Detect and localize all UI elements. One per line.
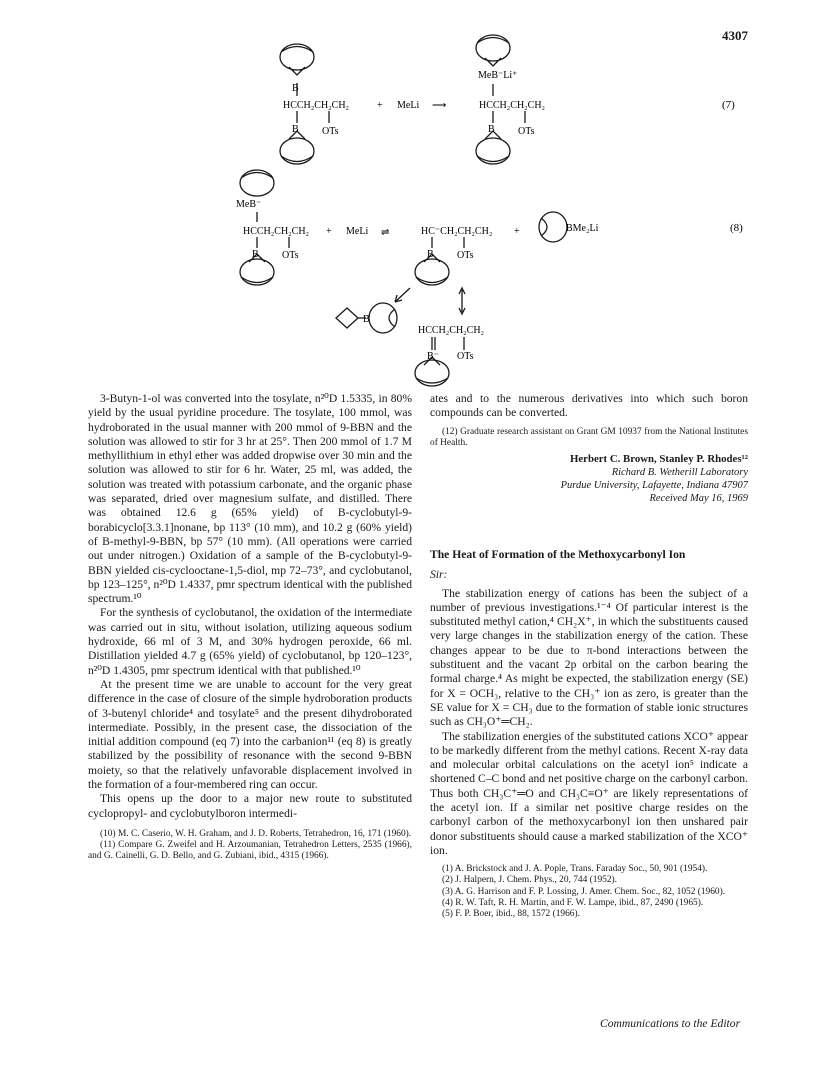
reference-4: (4) R. W. Taft, R. H. Martin, and F. W. Lampe, ibid., 87, 2490 (1965).: [442, 897, 704, 908]
right-continuation: ates and to the numerous derivatives into which such boron compounds can be converted.: [430, 392, 748, 420]
eq7-plus: +: [377, 100, 383, 111]
bbn-ring-icon: [280, 44, 314, 75]
received-date: Received May 16, 1969: [649, 493, 748, 504]
reference-2: (2) J. Halpern, J. Chem. Phys., 20, 744 (1952).: [442, 875, 617, 886]
author-address: Purdue University, Lafayette, Indiana 47907: [560, 480, 748, 491]
footnote-10: (10) M. C. Caserio, W. H. Graham, and J. D. Roberts, Tetrahedron, 16, 171 (1960).: [100, 828, 412, 839]
eq7-product-top: MeB⁻Li⁺: [478, 70, 518, 81]
eq8-product-ots: OTs: [457, 250, 474, 261]
bbn-ring-icon: [240, 170, 274, 196]
eq8-plus2: +: [514, 226, 520, 237]
eq8-reactant-top: MeB⁻: [236, 199, 262, 210]
eq7-reagent: MeLi: [397, 100, 420, 111]
eq7-product-ots: OTs: [518, 126, 535, 137]
eq7-product-b: B: [488, 124, 495, 135]
reaction-scheme: [0, 0, 827, 395]
eq8-reactant-b: B: [252, 249, 259, 260]
eq8-product-chain: HC⁻CH₂CH₂CH₂: [421, 226, 493, 237]
eq7-product-chain: HCCH₂CH₂CH₂: [479, 100, 546, 111]
eq8-reagent: MeLi: [346, 226, 369, 237]
eq8-byproduct: BMe₂Li: [566, 223, 599, 234]
bbn-ring-icon: [280, 131, 314, 164]
eq7-reactant-chain: HCCH₂CH₂CH₂: [283, 100, 350, 111]
left-paragraph-1: 3-Butyn-1-ol was converted into the tosylate, n²⁰D 1.5335, in 80% yield by the usual pyridine procedure. The tosylate, 100 mmol, was hydroborated in the usual manner with 200 mmol of 9-BBN and the solution was allowed to stir for 3 hr at 25°. Then 200 mmol of 1.7 M methyllithium in ethyl ether was added dropwise over 30 min and the solution was allowed to stir for 6 hr. Water, 25 ml, was added, the solution was treated with potassium carbonate, and the organic phase was separated, dried over magnesium sulfate, and distilled. There was obtained 12.6 g (65% yield) of B-cyclobutyl-9-borabicyclo[3.3.1]nonane, bp 113° (10 mm), and 10.2 g (60% yield) of B-methyl-9-BBN, bp 57° (10 mm). (All operations were carried out under nitrogen.) Oxidation of a sample of the B-cyclobutyl-9-BBN yielded cis-cyclooctane-1,5-diol, mp 72–73°, and cyclobutanol, bp 123–125°, n²⁰D 1.4337, pmr spectrum identical with the published spectrum.¹⁰: [88, 392, 412, 606]
reference-1: (1) A. Brickstock and J. A. Pople, Trans. Faraday Soc., 50, 901 (1954).: [442, 864, 708, 875]
eq8-resonance-b: B⁻: [427, 351, 439, 362]
left-paragraph-4: This opens up the door to a major new route to substituted cyclopropyl- and cyclobutylboron intermedi-: [88, 792, 412, 820]
bbn-ring-icon: [476, 131, 510, 164]
page-footer: Communications to the Editor: [600, 1017, 741, 1030]
eq7-reactant-top: B: [292, 83, 299, 94]
eq8-reactant-ots: OTs: [282, 250, 299, 261]
eq8-plus1: +: [326, 226, 332, 237]
author-lab: Richard B. Wetherill Laboratory: [611, 467, 748, 478]
reference-5: (5) F. P. Boer, ibid., 88, 1572 (1966).: [442, 909, 580, 920]
scheme-drawing: [0, 0, 827, 395]
author-names: Herbert C. Brown, Stanley P. Rhodes¹²: [569, 453, 748, 465]
salutation: Sir:: [430, 568, 448, 582]
cyclobutyl-icon: [336, 308, 358, 328]
eq8-resonance-ots: OTs: [457, 351, 474, 362]
eq8-resonance-chain: HCCH₂CH₂CH₂: [418, 325, 485, 336]
right-column: [430, 392, 748, 920]
eq7-reactant-b: B: [292, 124, 299, 135]
left-paragraph-2: For the synthesis of cyclobutanol, the oxidation of the intermediate was carried out in situ, without isolation, utilizing aqueous sodium hydroxide, 66 ml of 3 M, and 30% hydrogen peroxide, 66 ml. Distillation yielded 4.7 g (65% yield) of cyclobutanol, bp 120–123°, n²⁰D 1.4305, pmr spectrum identical with that published.¹⁰: [88, 606, 412, 677]
footnote-11: (11) Compare G. Zweifel and H. Arzoumanian, Tetrahedron Letters, 2535 (1966), and G. Cainelli, G. D. Bello, and G. Zubiani, ibid., 4315 (1966).: [88, 840, 412, 862]
eq7-arrow: ⟶: [432, 100, 447, 111]
eq7-number: (7): [722, 99, 735, 111]
author-signature: [430, 453, 748, 505]
bbn-ring-icon: [476, 35, 510, 66]
bbn-ring-icon: [369, 303, 397, 333]
eq8-number: (8): [730, 222, 743, 234]
left-paragraph-3: At the present time we are unable to account for the very great difference in the case of closure of the simple hydroboration products of 3-butenyl chloride⁴ and tosylate⁵ and the present dihydroborated intermediate. Possibly, in the present case, the dissociation of the initial addition compound (eq 7) into the carbanion¹¹ (eq 8) is greatly stabilized by the possibility of resonance with the second 9-BBN moiety, so that the relatively unfavorable displacement involved in the formation of a four-membered ring can occur.: [88, 677, 412, 792]
bbn-ring-icon: [539, 212, 567, 242]
reference-list: [430, 864, 748, 920]
eq8-reactant-chain: HCCH₂CH₂CH₂: [243, 226, 310, 237]
page-number: 4307: [722, 28, 748, 43]
reference-3: (3) A. G. Harrison and F. P. Lossing, J. Amer. Chem. Soc., 82, 1052 (1960).: [442, 886, 726, 897]
eq7-reactant-ots: OTs: [322, 126, 339, 137]
eq8-arrow: ⇌: [381, 227, 390, 238]
left-column: [88, 392, 412, 863]
eq8-cyclized-b: B: [363, 314, 370, 325]
article-heading: The Heat of Formation of the Methoxycarbonyl Ion: [430, 548, 686, 561]
right-paragraph-2: The stabilization energies of the substituted cations XCO⁺ appear to be markedly different from the methyl cations. Recent X-ray data and molecular orbital calculations on the acetyl ion⁵ indicate a shortened C–C bond and net positive charge on the carbonyl carbon. Thus both CH₃C⁺═O and CH₃C≡O⁺ are likely representations of the acetyl ion. If a similar net positive charge resides on the carbonyl carbon of the methoxycarbonyl ion then unshared pair donor substituents should cause a marked stabilization of the XCO⁺ ion.: [430, 729, 748, 857]
eq8-product-b: B: [427, 249, 434, 260]
footnote-12: (12) Graduate research assistant on Grant GM 10937 from the National Institutes of Health.: [430, 426, 748, 448]
right-paragraph-1: The stabilization energy of cations has been the subject of a number of previous investigations.¹⁻⁴ Of particular interest is the substituted methyl cation,⁴ CH₂X⁺, in which the substituents caused very large changes in the stabilization energy of the cation. These changes appear to be due to π-bond interactions between the substituent and the vacant 2p orbital on the carbon bearing the formal charge.⁴ As might be expected, the stabilization energy (SE) for X = OCH₃, relative to the CH₃⁺ ion as zero, is greater than the SE value for X = CH₃ due to the formation of stable ionic structures such as CH₃O⁺═CH₂.: [430, 586, 748, 729]
